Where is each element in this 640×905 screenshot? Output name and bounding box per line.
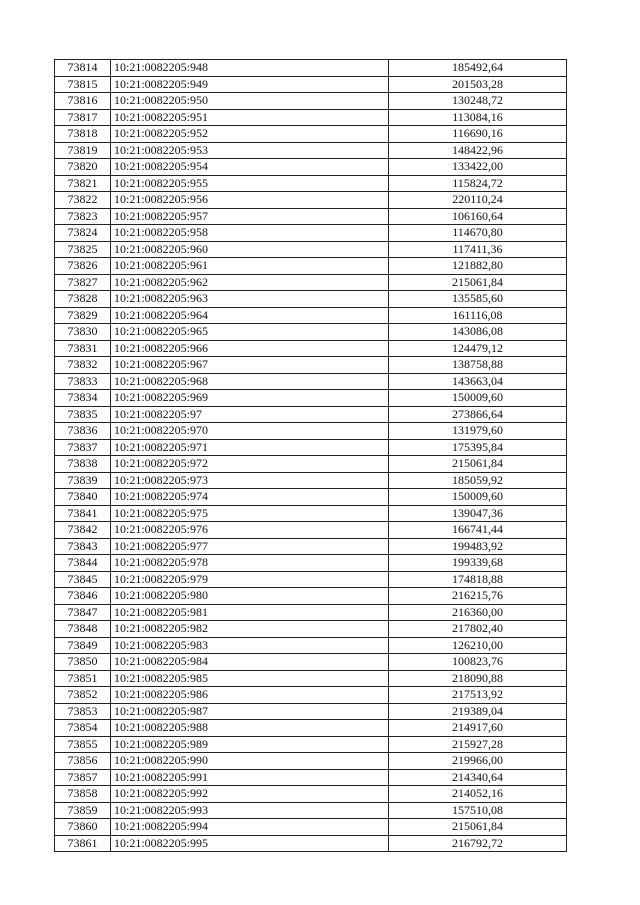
- row-number-cell: 73853: [55, 703, 111, 720]
- value-cell: 216215,76: [389, 588, 567, 605]
- table-row: [55, 786, 567, 803]
- row-number-cell: 73837: [55, 439, 111, 456]
- cadastral-number-cell: 10:21:0082205:967: [111, 357, 389, 374]
- table-row: [55, 159, 567, 176]
- value-cell: 215061,84: [389, 456, 567, 473]
- table-row: [55, 76, 567, 93]
- table-row: [55, 208, 567, 225]
- row-number-cell: 73861: [55, 835, 111, 852]
- value-cell: 220110,24: [389, 192, 567, 209]
- value-cell: 121882,80: [389, 258, 567, 275]
- value-cell: 113084,16: [389, 109, 567, 126]
- row-number-cell: 73850: [55, 654, 111, 671]
- row-number-cell: 73857: [55, 769, 111, 786]
- value-cell: 215927,28: [389, 736, 567, 753]
- row-number-cell: 73825: [55, 241, 111, 258]
- row-number-cell: 73844: [55, 555, 111, 572]
- row-number-cell: 73826: [55, 258, 111, 275]
- table-row: [55, 324, 567, 341]
- value-cell: 115824,72: [389, 175, 567, 192]
- row-number-cell: 73827: [55, 274, 111, 291]
- value-cell: 150009,60: [389, 390, 567, 407]
- table-row: [55, 753, 567, 770]
- row-number-cell: 73858: [55, 786, 111, 803]
- cadastral-number-cell: 10:21:0082205:964: [111, 307, 389, 324]
- table-row: [55, 225, 567, 242]
- value-cell: 161116,08: [389, 307, 567, 324]
- value-cell: 219389,04: [389, 703, 567, 720]
- table-row: [55, 802, 567, 819]
- cadastral-number-cell: 10:21:0082205:957: [111, 208, 389, 225]
- table-row: [55, 489, 567, 506]
- row-number-cell: 73859: [55, 802, 111, 819]
- row-number-cell: 73840: [55, 489, 111, 506]
- table-row: [55, 241, 567, 258]
- row-number-cell: 73839: [55, 472, 111, 489]
- cadastral-number-cell: 10:21:0082205:991: [111, 769, 389, 786]
- table-row: [55, 390, 567, 407]
- cadastral-number-cell: 10:21:0082205:979: [111, 571, 389, 588]
- row-number-cell: 73845: [55, 571, 111, 588]
- table-row: [55, 637, 567, 654]
- table-row: [55, 720, 567, 737]
- cadastral-number-cell: 10:21:0082205:988: [111, 720, 389, 737]
- table-row: [55, 736, 567, 753]
- table-row: [55, 670, 567, 687]
- cadastral-number-cell: 10:21:0082205:983: [111, 637, 389, 654]
- value-cell: 215061,84: [389, 274, 567, 291]
- cadastral-number-cell: 10:21:0082205:961: [111, 258, 389, 275]
- table-row: [55, 60, 567, 77]
- value-cell: 216360,00: [389, 604, 567, 621]
- value-cell: 174818,88: [389, 571, 567, 588]
- row-number-cell: 73817: [55, 109, 111, 126]
- cadastral-number-cell: 10:21:0082205:97: [111, 406, 389, 423]
- cadastral-number-cell: 10:21:0082205:990: [111, 753, 389, 770]
- cadastral-number-cell: 10:21:0082205:952: [111, 126, 389, 143]
- cadastral-number-cell: 10:21:0082205:978: [111, 555, 389, 572]
- table-row: [55, 142, 567, 159]
- row-number-cell: 73821: [55, 175, 111, 192]
- row-number-cell: 73831: [55, 340, 111, 357]
- row-number-cell: 73816: [55, 93, 111, 110]
- value-cell: 273866,64: [389, 406, 567, 423]
- table-row: [55, 274, 567, 291]
- cadastral-number-cell: 10:21:0082205:984: [111, 654, 389, 671]
- value-cell: 150009,60: [389, 489, 567, 506]
- value-cell: 217802,40: [389, 621, 567, 638]
- table-row: [55, 192, 567, 209]
- row-number-cell: 73835: [55, 406, 111, 423]
- table-row: [55, 340, 567, 357]
- cadastral-number-cell: 10:21:0082205:986: [111, 687, 389, 704]
- value-cell: 217513,92: [389, 687, 567, 704]
- row-number-cell: 73815: [55, 76, 111, 93]
- cadastral-number-cell: 10:21:0082205:970: [111, 423, 389, 440]
- cadastral-value-table: [54, 59, 567, 852]
- value-cell: 201503,28: [389, 76, 567, 93]
- value-cell: 216792,72: [389, 835, 567, 852]
- table-row: [55, 769, 567, 786]
- cadastral-number-cell: 10:21:0082205:954: [111, 159, 389, 176]
- value-cell: 114670,80: [389, 225, 567, 242]
- table-row: [55, 571, 567, 588]
- cadastral-number-cell: 10:21:0082205:971: [111, 439, 389, 456]
- row-number-cell: 73846: [55, 588, 111, 605]
- row-number-cell: 73830: [55, 324, 111, 341]
- value-cell: 219966,00: [389, 753, 567, 770]
- value-cell: 106160,64: [389, 208, 567, 225]
- cadastral-number-cell: 10:21:0082205:960: [111, 241, 389, 258]
- value-cell: 214340,64: [389, 769, 567, 786]
- table-row: [55, 258, 567, 275]
- row-number-cell: 73828: [55, 291, 111, 308]
- value-cell: 130248,72: [389, 93, 567, 110]
- value-cell: 100823,76: [389, 654, 567, 671]
- value-cell: 175395,84: [389, 439, 567, 456]
- row-number-cell: 73848: [55, 621, 111, 638]
- row-number-cell: 73818: [55, 126, 111, 143]
- table-row: [55, 538, 567, 555]
- table-row: [55, 456, 567, 473]
- table-row: [55, 439, 567, 456]
- row-number-cell: 73820: [55, 159, 111, 176]
- cadastral-number-cell: 10:21:0082205:985: [111, 670, 389, 687]
- row-number-cell: 73854: [55, 720, 111, 737]
- row-number-cell: 73852: [55, 687, 111, 704]
- cadastral-number-cell: 10:21:0082205:963: [111, 291, 389, 308]
- row-number-cell: 73856: [55, 753, 111, 770]
- value-cell: 133422,00: [389, 159, 567, 176]
- row-number-cell: 73841: [55, 505, 111, 522]
- table-row: [55, 406, 567, 423]
- value-cell: 124479,12: [389, 340, 567, 357]
- cadastral-number-cell: 10:21:0082205:980: [111, 588, 389, 605]
- cadastral-number-cell: 10:21:0082205:969: [111, 390, 389, 407]
- table-row: [55, 835, 567, 852]
- row-number-cell: 73822: [55, 192, 111, 209]
- table-row: [55, 109, 567, 126]
- row-number-cell: 73855: [55, 736, 111, 753]
- row-number-cell: 73829: [55, 307, 111, 324]
- table-row: [55, 604, 567, 621]
- value-cell: 138758,88: [389, 357, 567, 374]
- value-cell: 143086,08: [389, 324, 567, 341]
- value-cell: 116690,16: [389, 126, 567, 143]
- value-cell: 117411,36: [389, 241, 567, 258]
- row-number-cell: 73838: [55, 456, 111, 473]
- cadastral-number-cell: 10:21:0082205:995: [111, 835, 389, 852]
- cadastral-number-cell: 10:21:0082205:953: [111, 142, 389, 159]
- value-cell: 139047,36: [389, 505, 567, 522]
- cadastral-number-cell: 10:21:0082205:973: [111, 472, 389, 489]
- cadastral-number-cell: 10:21:0082205:950: [111, 93, 389, 110]
- row-number-cell: 73836: [55, 423, 111, 440]
- value-cell: 218090,88: [389, 670, 567, 687]
- cadastral-number-cell: 10:21:0082205:981: [111, 604, 389, 621]
- cadastral-number-cell: 10:21:0082205:974: [111, 489, 389, 506]
- table-row: [55, 307, 567, 324]
- cadastral-number-cell: 10:21:0082205:955: [111, 175, 389, 192]
- cadastral-number-cell: 10:21:0082205:982: [111, 621, 389, 638]
- cadastral-number-cell: 10:21:0082205:977: [111, 538, 389, 555]
- table-row: [55, 472, 567, 489]
- table-row: [55, 291, 567, 308]
- cadastral-number-cell: 10:21:0082205:975: [111, 505, 389, 522]
- table-row: [55, 588, 567, 605]
- value-cell: 135585,60: [389, 291, 567, 308]
- value-cell: 185492,64: [389, 60, 567, 77]
- cadastral-number-cell: 10:21:0082205:966: [111, 340, 389, 357]
- cadastral-number-cell: 10:21:0082205:994: [111, 819, 389, 836]
- row-number-cell: 73814: [55, 60, 111, 77]
- cadastral-number-cell: 10:21:0082205:992: [111, 786, 389, 803]
- value-cell: 199339,68: [389, 555, 567, 572]
- row-number-cell: 73849: [55, 637, 111, 654]
- table-row: [55, 555, 567, 572]
- value-cell: 166741,44: [389, 522, 567, 539]
- cadastral-number-cell: 10:21:0082205:989: [111, 736, 389, 753]
- table-row: [55, 654, 567, 671]
- row-number-cell: 73842: [55, 522, 111, 539]
- value-cell: 126210,00: [389, 637, 567, 654]
- row-number-cell: 73847: [55, 604, 111, 621]
- table-row: [55, 373, 567, 390]
- cadastral-number-cell: 10:21:0082205:958: [111, 225, 389, 242]
- value-cell: 214917,60: [389, 720, 567, 737]
- cadastral-number-cell: 10:21:0082205:949: [111, 76, 389, 93]
- value-cell: 185059,92: [389, 472, 567, 489]
- table-row: [55, 522, 567, 539]
- row-number-cell: 73833: [55, 373, 111, 390]
- row-number-cell: 73851: [55, 670, 111, 687]
- table-row: [55, 703, 567, 720]
- table-row: [55, 621, 567, 638]
- row-number-cell: 73832: [55, 357, 111, 374]
- row-number-cell: 73860: [55, 819, 111, 836]
- table-body: [55, 60, 567, 852]
- table-row: [55, 687, 567, 704]
- table-row: [55, 175, 567, 192]
- value-cell: 148422,96: [389, 142, 567, 159]
- value-cell: 199483,92: [389, 538, 567, 555]
- value-cell: 214052,16: [389, 786, 567, 803]
- row-number-cell: 73843: [55, 538, 111, 555]
- value-cell: 215061,84: [389, 819, 567, 836]
- value-cell: 143663,04: [389, 373, 567, 390]
- cadastral-number-cell: 10:21:0082205:987: [111, 703, 389, 720]
- table-row: [55, 93, 567, 110]
- row-number-cell: 73819: [55, 142, 111, 159]
- cadastral-number-cell: 10:21:0082205:948: [111, 60, 389, 77]
- row-number-cell: 73824: [55, 225, 111, 242]
- cadastral-number-cell: 10:21:0082205:951: [111, 109, 389, 126]
- cadastral-number-cell: 10:21:0082205:993: [111, 802, 389, 819]
- cadastral-number-cell: 10:21:0082205:962: [111, 274, 389, 291]
- table-row: [55, 505, 567, 522]
- table-row: [55, 819, 567, 836]
- cadastral-number-cell: 10:21:0082205:965: [111, 324, 389, 341]
- row-number-cell: 73823: [55, 208, 111, 225]
- value-cell: 157510,08: [389, 802, 567, 819]
- table-row: [55, 357, 567, 374]
- cadastral-number-cell: 10:21:0082205:972: [111, 456, 389, 473]
- cadastral-number-cell: 10:21:0082205:956: [111, 192, 389, 209]
- table-row: [55, 423, 567, 440]
- cadastral-number-cell: 10:21:0082205:976: [111, 522, 389, 539]
- value-cell: 131979,60: [389, 423, 567, 440]
- row-number-cell: 73834: [55, 390, 111, 407]
- table-row: [55, 126, 567, 143]
- cadastral-number-cell: 10:21:0082205:968: [111, 373, 389, 390]
